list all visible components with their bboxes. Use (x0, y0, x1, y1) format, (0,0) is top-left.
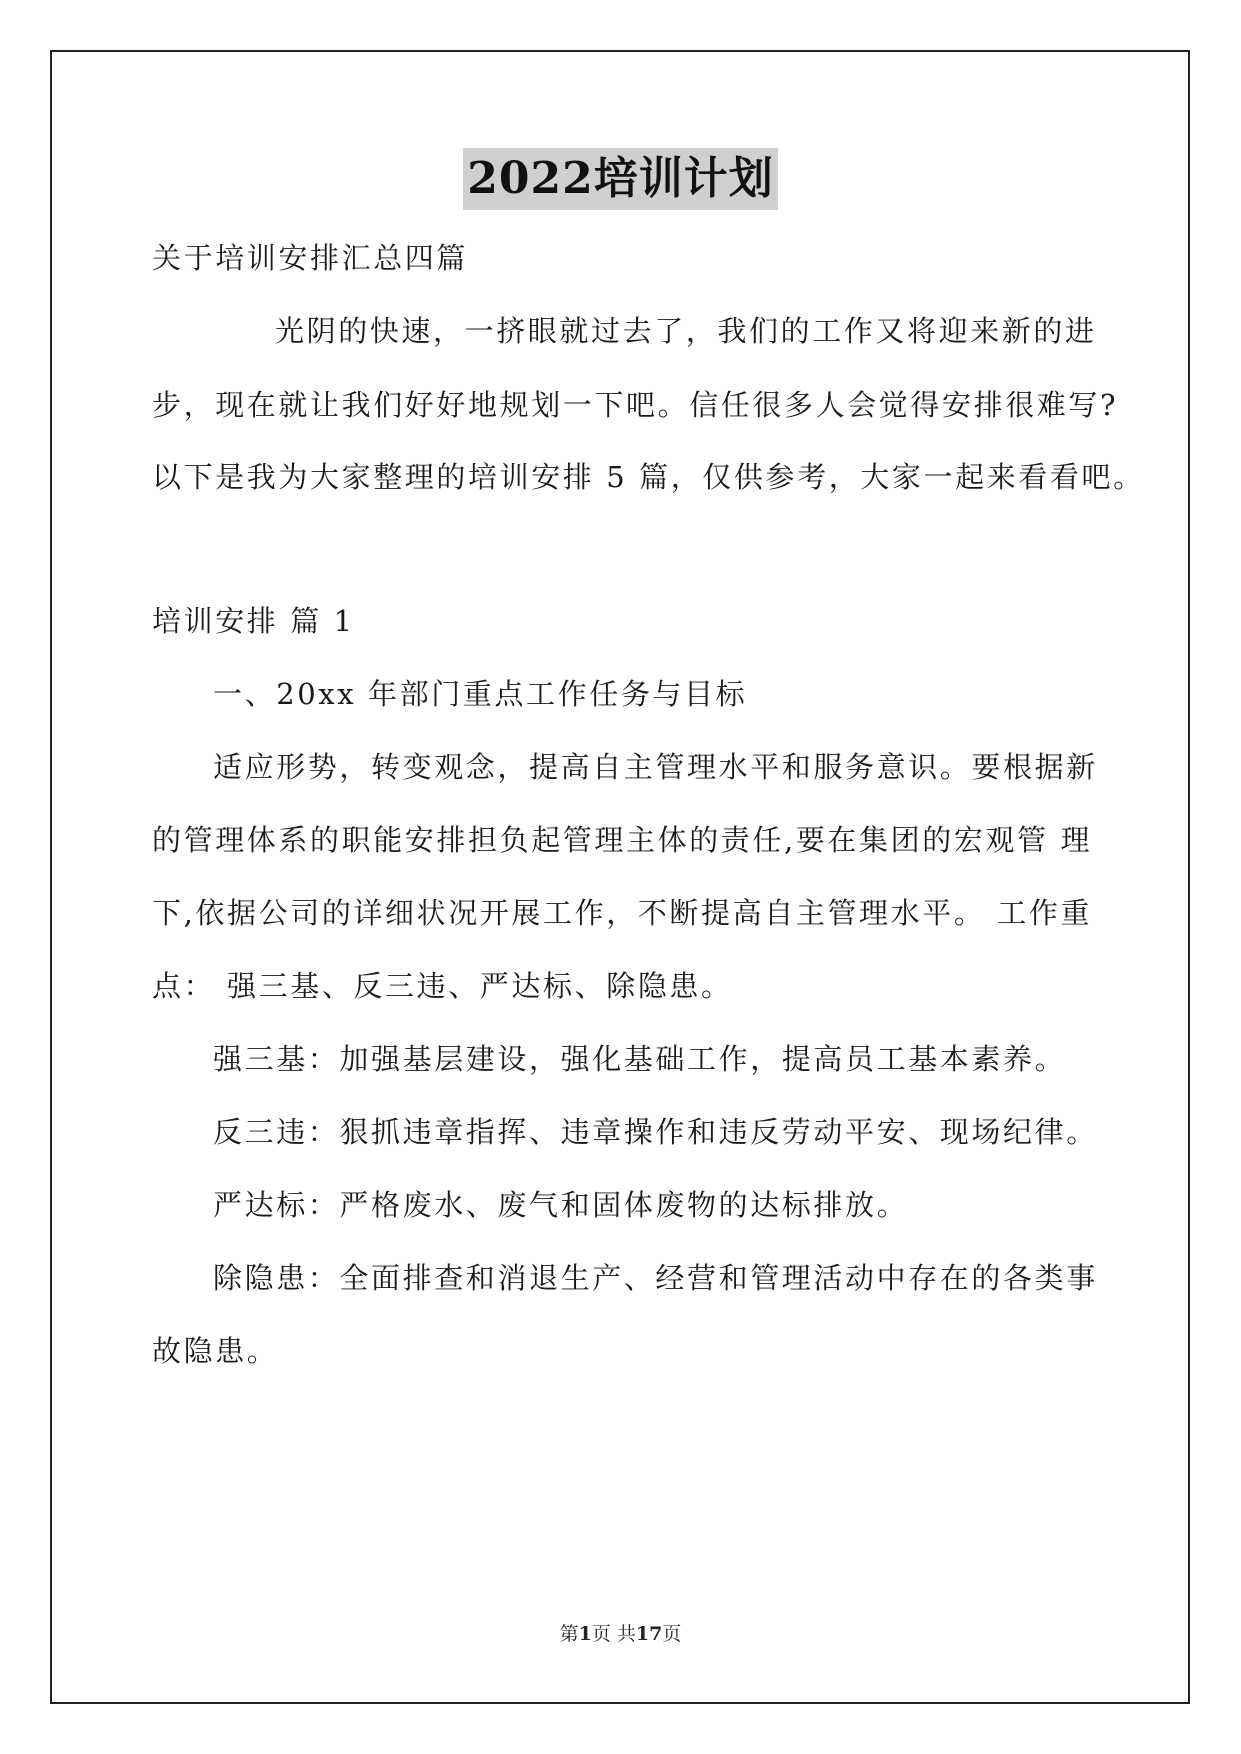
continuation-line: 故隐患。 (152, 1334, 279, 1368)
body-line: 适应形势，转变观念，提高自主管理水平和服务意识。要根据新 (213, 750, 1098, 784)
footer-middle: 页 共 (591, 1623, 636, 1645)
section-heading: 培训安排 篇 1 (152, 604, 355, 638)
body-line: 的管理体系的职能安排担负起管理主体的责任,要在集团的宏观管 理 (152, 823, 1093, 857)
body-line: 点： 强三基、反三违、严达标、除隐患。 (152, 969, 733, 1003)
page-footer (0, 1621, 1241, 1647)
footer-prefix: 第 (559, 1623, 579, 1645)
document-subtitle: 关于培训安排汇总四篇 (152, 241, 469, 275)
total-page-number: 17 (635, 1623, 663, 1645)
item-heading: 一、20xx 年部门重点工作任务与目标 (213, 677, 748, 711)
footer-suffix: 页 (662, 1623, 682, 1645)
point-line: 除隐患：全面排查和消退生产、经营和管理活动中存在的各类事 (213, 1261, 1098, 1295)
intro-line: 光阴的快速，一挤眼就过去了，我们的工作又将迎来新的进 (275, 314, 1097, 348)
page-title: 2022培训计划 (463, 148, 777, 210)
current-page-number: 1 (578, 1623, 592, 1645)
page-border (50, 50, 1190, 1704)
point-line: 反三违：狠抓违章指挥、违章操作和违反劳动平安、现场纪律。 (213, 1115, 1098, 1149)
point-line: 严达标：严格废水、废气和固体废物的达标排放。 (213, 1188, 909, 1222)
body-line: 下,依据公司的详细状况开展工作，不断提高自主管理水平。 工作重 (152, 896, 1093, 930)
intro-line: 以下是我为大家整理的培训安排 5 篇，仅供参考，大家一起来看看吧。 (152, 460, 1145, 494)
point-line: 强三基：加强基层建设，强化基础工作，提高员工基本素养。 (213, 1042, 1067, 1076)
intro-line: 步，现在就让我们好好地规划一下吧。信任很多人会觉得安排很难写? (152, 388, 1119, 422)
title-wrap (0, 148, 1241, 210)
